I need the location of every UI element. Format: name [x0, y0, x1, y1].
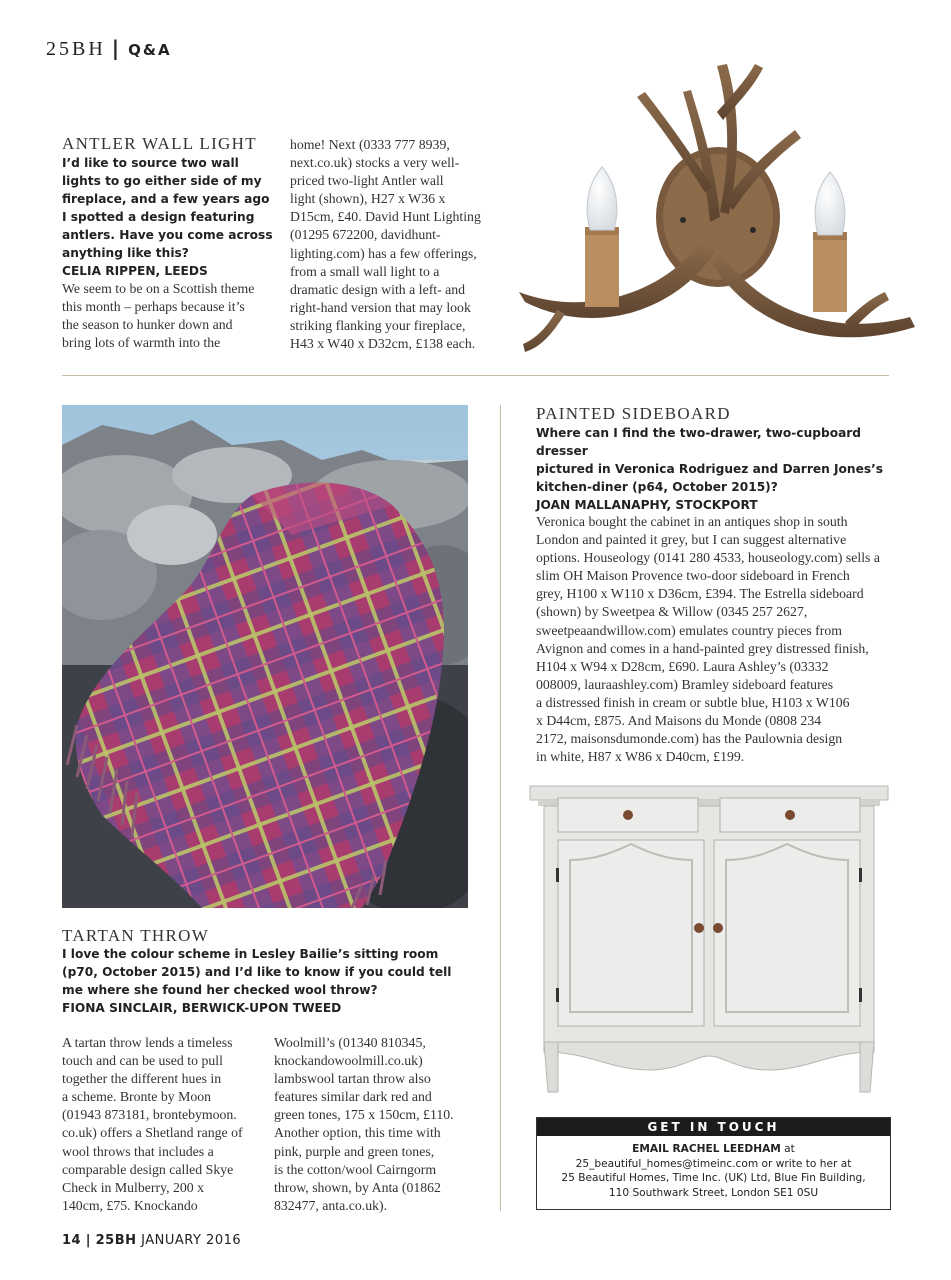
antler-title: ANTLER WALL LIGHT [62, 134, 257, 153]
sideboard-author: JOAN MALLANAPHY, STOCKPORT [536, 498, 758, 512]
tartan-body-col1 [62, 1034, 272, 1215]
text-line: We seem to be on a Scottish theme [62, 281, 255, 296]
text-line: striking flanking your fireplace, [290, 317, 466, 333]
antler-body-col1 [62, 280, 284, 352]
text-line: green tones, 175 x 150cm, £110. [274, 1107, 454, 1123]
text-line: co.uk) offers a Shetland range of [62, 1125, 243, 1141]
text-line: 832477, anta.co.uk). [274, 1197, 388, 1213]
text-line: Check in Mulberry, 200 x [62, 1179, 205, 1195]
text-line: 140cm, £75. Knockando [62, 1197, 198, 1213]
text-line: 2172, maisonsdumonde.com) has the Paulownia design [536, 731, 843, 747]
question-line: pictured in Veronica Rodriguez and Darren Jones’s [536, 462, 884, 476]
contact-address-line: 110 Southwark Street, London SE1 0SU [608, 1186, 819, 1199]
page-number: 14 [62, 1233, 82, 1248]
text-line: is the cotton/wool Cairngorm [274, 1161, 437, 1177]
antler-author: CELIA RIPPEN, LEEDS [62, 264, 208, 278]
text-line: H43 x W40 x D32cm, £138 each. [290, 336, 476, 352]
brand-mark: 25BH [46, 38, 106, 60]
divider: | [111, 36, 123, 60]
text-line: a distressed finish in cream or subtle blue, H103 x W106 [536, 694, 850, 710]
section-divider [62, 375, 889, 376]
contact-email-suffix: at [780, 1143, 795, 1155]
text-line: from a small wall light to a [290, 263, 440, 279]
text-line: knockandowoolmill.co.uk) [274, 1053, 423, 1069]
antler-question-text: I’d like to source two wall lights to go either side of my fireplace, and a few years ago I spotted a design featuring antlers. Have you come across anything like this? [62, 156, 273, 260]
question-line: I love the colour scheme in Lesley Bailie’s sitting room [62, 947, 439, 961]
text-line: features similar dark red and [274, 1089, 432, 1105]
tartan-throw-photo [62, 405, 468, 908]
contact-body [537, 1136, 890, 1200]
text-line: London and painted it grey, but I can suggest alternative [536, 532, 847, 548]
text-line: right-hand version that may look [290, 299, 471, 315]
text-line: throw, shown, by Anta (01862 [274, 1179, 441, 1195]
text-line: home! Next (0333 777 8939, [290, 137, 450, 152]
text-line: Avignon and comes in a hand-painted grey distressed finish, [536, 640, 869, 656]
contact-email-line [537, 1142, 890, 1157]
text-line: H104 x W94 x D28cm, £690. Laura Ashley’s (03332 [536, 658, 829, 674]
text-line: D15cm, £40. David Hunt Lighting [290, 209, 481, 225]
footer-issue: JANUARY 2016 [141, 1233, 242, 1248]
text-line: wool throws that includes a [62, 1143, 214, 1159]
question-line: me where she found her checked wool throw? [62, 983, 378, 997]
text-line: options. Houseology (0141 280 4533, houseology.com) sells a [536, 550, 880, 566]
text-line: lighting.com) has a few offerings, [290, 245, 477, 261]
text-line: in white, H87 x W86 x D40cm, £199. [536, 749, 745, 765]
text-line: pink, purple and green tones, [274, 1143, 435, 1159]
text-line: light (shown), H27 x W36 x [290, 191, 446, 207]
text-line: the season to hunker down and [62, 317, 233, 333]
sideboard-photo [528, 780, 890, 1098]
text-line: slim OH Maison Provence two-door sideboard in French [536, 568, 850, 584]
text-line: 008009, lauraashley.com) Bramley sideboard features [536, 676, 834, 692]
question-line: Where can I find the two-drawer, two-cupboard dresser [536, 426, 862, 458]
contact-address-line: 25 Beautiful Homes, Time Inc. (UK) Ltd, Blue Fin Building, [561, 1172, 866, 1184]
tartan-question [62, 945, 482, 1017]
footer-brand: 25BH [95, 1233, 137, 1248]
text-line: touch and can be used to pull [62, 1053, 223, 1069]
text-line: Veronica bought the cabinet in an antiques shop in south [536, 514, 848, 529]
antler-question [62, 154, 277, 280]
text-line: bring lots of warmth into the [62, 335, 221, 351]
text-line: (01295 672200, davidhunt- [290, 227, 441, 243]
text-line: lambswool tartan throw also [274, 1071, 431, 1087]
text-line: a scheme. Bronte by Moon [62, 1089, 212, 1105]
question-line: kitchen-diner (p64, October 2015)? [536, 480, 778, 494]
sideboard-question [536, 424, 896, 514]
antler-body-col2 [290, 136, 515, 353]
sideboard-body [536, 513, 896, 766]
contact-heading: GET IN TOUCH [537, 1118, 890, 1136]
text-line: priced two-light Antler wall [290, 173, 444, 189]
tartan-body-col2 [274, 1034, 489, 1215]
contact-email-address[interactable]: 25_beautiful_homes@timeinc.com or write to her at [575, 1157, 852, 1170]
text-line: (01943 873181, brontebymoon. [62, 1107, 237, 1123]
text-line: Another option, this time with [274, 1125, 441, 1141]
column-divider [500, 405, 501, 1211]
text-line: grey, H100 x W110 x D36cm, £394. The Estrella sideboard [536, 586, 864, 602]
text-line: (shown) by Sweetpea & Willow (0345 257 2627, [536, 604, 808, 620]
section-label: Q&A [128, 41, 172, 59]
tartan-author: FIONA SINCLAIR, BERWICK-UPON TWEED [62, 1001, 342, 1015]
text-line: together the different hues in [62, 1071, 222, 1087]
text-line: x D44cm, £875. And Maisons du Monde (0808 234 [536, 713, 822, 729]
text-line: dramatic design with a left- and [290, 281, 466, 297]
antler-wall-light-photo [505, 52, 920, 362]
section-header [46, 36, 172, 61]
text-line: this month – perhaps because it’s [62, 299, 245, 315]
text-line: next.co.uk) stocks a very well- [290, 155, 460, 171]
text-line: sweetpeaandwillow.com) emulates country pieces from [536, 622, 842, 638]
text-line: Woolmill’s (01340 810345, [274, 1035, 426, 1050]
contact-box [536, 1117, 891, 1210]
text-line: comparable design called Skye [62, 1161, 234, 1177]
text-line: A tartan throw lends a timeless [62, 1035, 233, 1050]
sideboard-title: PAINTED SIDEBOARD [536, 404, 731, 423]
question-line: (p70, October 2015) and I’d like to know if you could tell [62, 965, 452, 979]
page-footer: 14 | 25BH JANUARY 2016 [62, 1233, 242, 1248]
tartan-title: TARTAN THROW [62, 926, 210, 945]
contact-email-label: EMAIL RACHEL LEEDHAM [632, 1143, 781, 1155]
